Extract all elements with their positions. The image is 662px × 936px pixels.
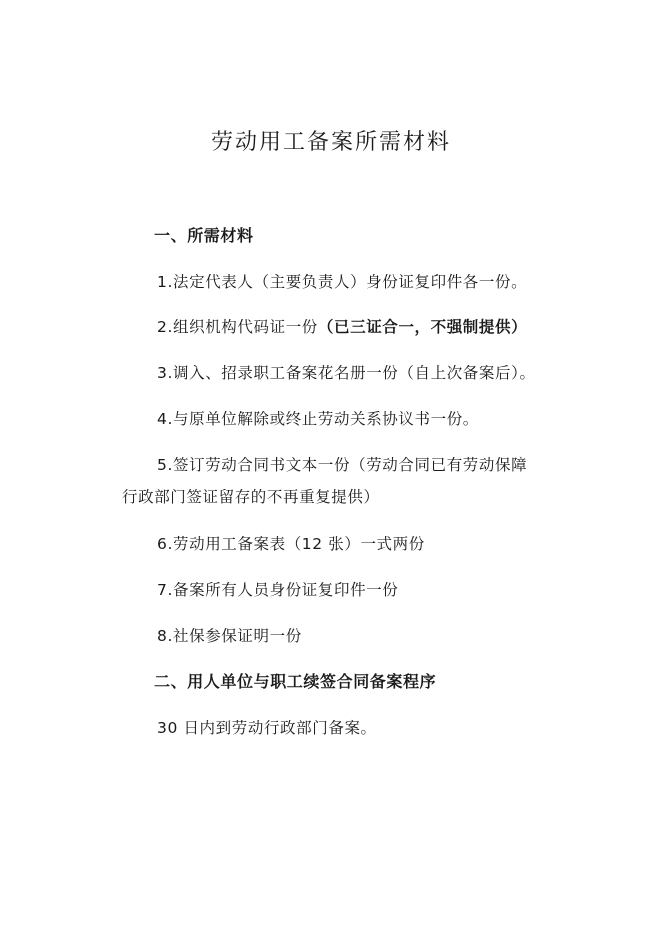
document-title: 劳动用工备案所需材料	[210, 130, 451, 155]
material-item-4: 4.与原单位解除或终止劳动关系协议书一份。	[157, 410, 479, 428]
material-item-1: 1.法定代表人（主要负责人）身份证复印件各一份。	[157, 273, 528, 291]
section2-text: 30 日内到劳动行政部门备案。	[157, 719, 377, 737]
material-item-6: 6.劳动用工备案表（12 张）一式两份	[157, 535, 425, 553]
section2-heading: 二、用人单位与职工续签合同备案程序	[154, 672, 437, 691]
material-item-2-text: 2.组织机构代码证一份	[157, 318, 318, 336]
material-item-5-continuation: 行政部门签证留存的不再重复提供）	[122, 488, 380, 506]
material-item-3: 3.调入、招录职工备案花名册一份（自上次备案后）。	[157, 364, 536, 382]
material-item-8: 8.社保参保证明一份	[157, 627, 302, 645]
material-item-2-note: （已三证合一，不强制提供）	[317, 318, 528, 336]
section1-heading: 一、所需材料	[154, 226, 254, 245]
material-item-2	[157, 315, 527, 339]
material-item-7: 7.备案所有人员身份证复印件一份	[157, 581, 399, 599]
material-item-5: 5.签订劳动合同书文本一份（劳动合同已有劳动保障	[157, 456, 528, 474]
